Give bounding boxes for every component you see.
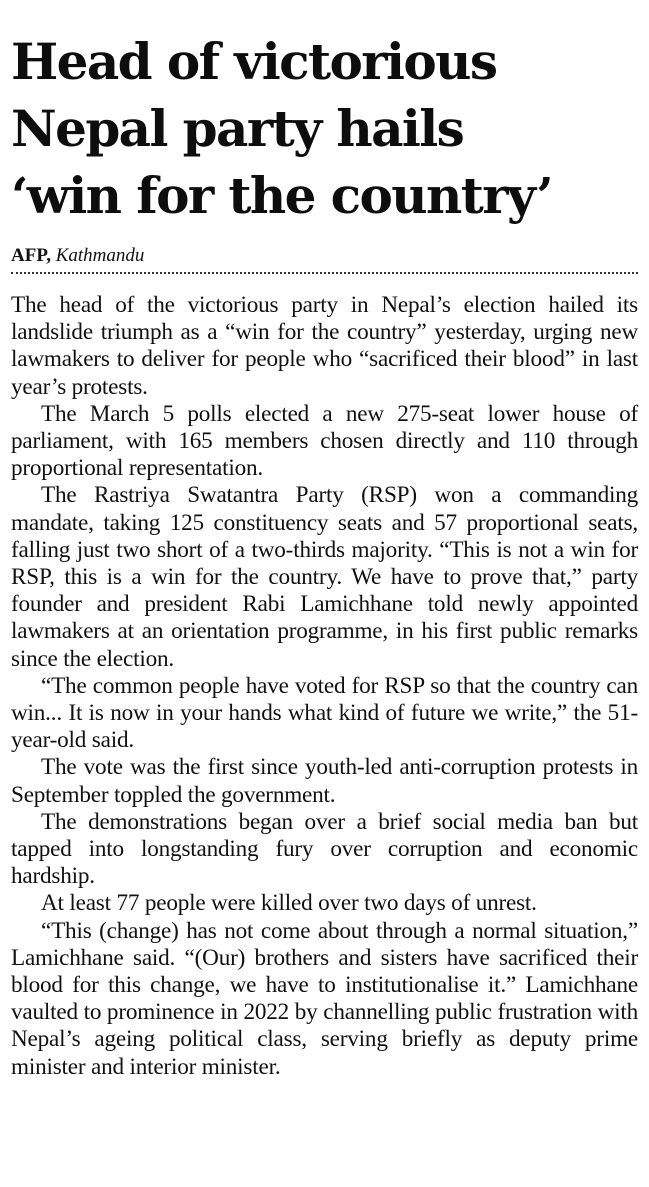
body-paragraph: The head of the victorious party in Nepal’s election hailed its landslide triumph as a “win for the country” yesterday, urging new lawmakers to deliver for people who “sacrificed their blood” in last year’s protests. bbox=[11, 292, 638, 400]
body-paragraph: “The common people have voted for RSP so that the country can win... It is now in your hands what kind of future we write,” the 51-year-old said. bbox=[11, 672, 638, 754]
dotted-divider bbox=[11, 272, 638, 274]
byline-agency: AFP, bbox=[11, 245, 51, 266]
body-paragraph: The Rastriya Swatantra Party (RSP) won a commanding mandate, taking 125 constituency seats and 57 proportional seats, falling just two short of a two-thirds majority. “This is not a win for RSP, this is a win for the country. We have to prove that,” party founder and president Rabi Lamichhane told newly appointed lawmakers at an orientation programme, in his first public remarks since the election. bbox=[11, 482, 638, 672]
headline-line: Head of victorious bbox=[11, 32, 497, 91]
headline-line: ‘win for the country’ bbox=[11, 166, 553, 225]
body-paragraph: The vote was the first since youth-led anti-corruption protests in September toppled the government. bbox=[11, 754, 638, 808]
headline-line: Nepal party hails bbox=[11, 99, 464, 158]
byline bbox=[11, 245, 638, 267]
byline-location: Kathmandu bbox=[55, 245, 145, 266]
body-paragraph: “This (change) has not come about through a normal situation,” Lamichhane said. “(Our) brothers and sisters have sacrificed their blood for this change, we have to institutionalise it.” Lamichhane vaulted to prominence in 2022 by channelling public frustration with Nepal’s ageing political class, serving briefly as deputy prime minister and interior minister. bbox=[11, 917, 638, 1080]
headline bbox=[11, 28, 638, 229]
body-paragraph: At least 77 people were killed over two days of unrest. bbox=[41, 890, 537, 917]
body-paragraph: The March 5 polls elected a new 275-seat lower house of parliament, with 165 members chosen directly and 110 through proportional representation. bbox=[11, 400, 638, 482]
body-paragraph: The demonstrations began over a brief social media ban but tapped into longstanding fury over corruption and economic hardship. bbox=[11, 808, 638, 890]
article-body bbox=[11, 292, 638, 1081]
